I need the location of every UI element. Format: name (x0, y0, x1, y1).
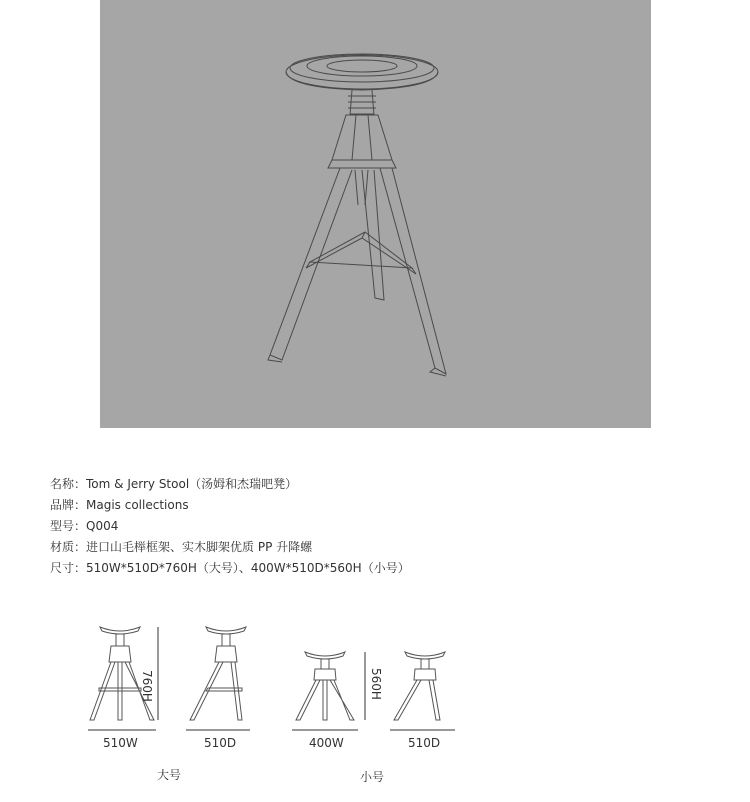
small-width-label: 400W (309, 736, 344, 750)
large-depth-label: 510D (204, 736, 237, 750)
spec-model: 型号：Q004 (50, 519, 119, 533)
dimension-diagram (0, 600, 750, 802)
small-height-label: 560H (369, 668, 383, 700)
small-caption: 小号 (360, 770, 385, 784)
stool-wireframe-drawing (100, 0, 651, 428)
small-stool-front (296, 652, 354, 720)
spec-material: 材质：进口山毛榉框架、实木脚架优质 PP 升降螺 (50, 540, 313, 554)
spec-size: 尺寸：510W*510D*760H（大号）、400W*510D*560H（小号） (50, 561, 410, 575)
small-depth-label: 510D (408, 736, 441, 750)
large-stool-side (190, 627, 246, 720)
large-width-label: 510W (103, 736, 138, 750)
spec-brand: 品牌：Magis collections (50, 498, 189, 512)
small-stool-side (394, 652, 445, 720)
spec-list (50, 474, 410, 579)
spec-name: 名称：Tom & Jerry Stool（汤姆和杰瑞吧凳） (50, 477, 298, 491)
large-height-label: 760H (140, 670, 154, 702)
product-image (100, 0, 651, 428)
large-caption: 大号 (157, 768, 182, 782)
